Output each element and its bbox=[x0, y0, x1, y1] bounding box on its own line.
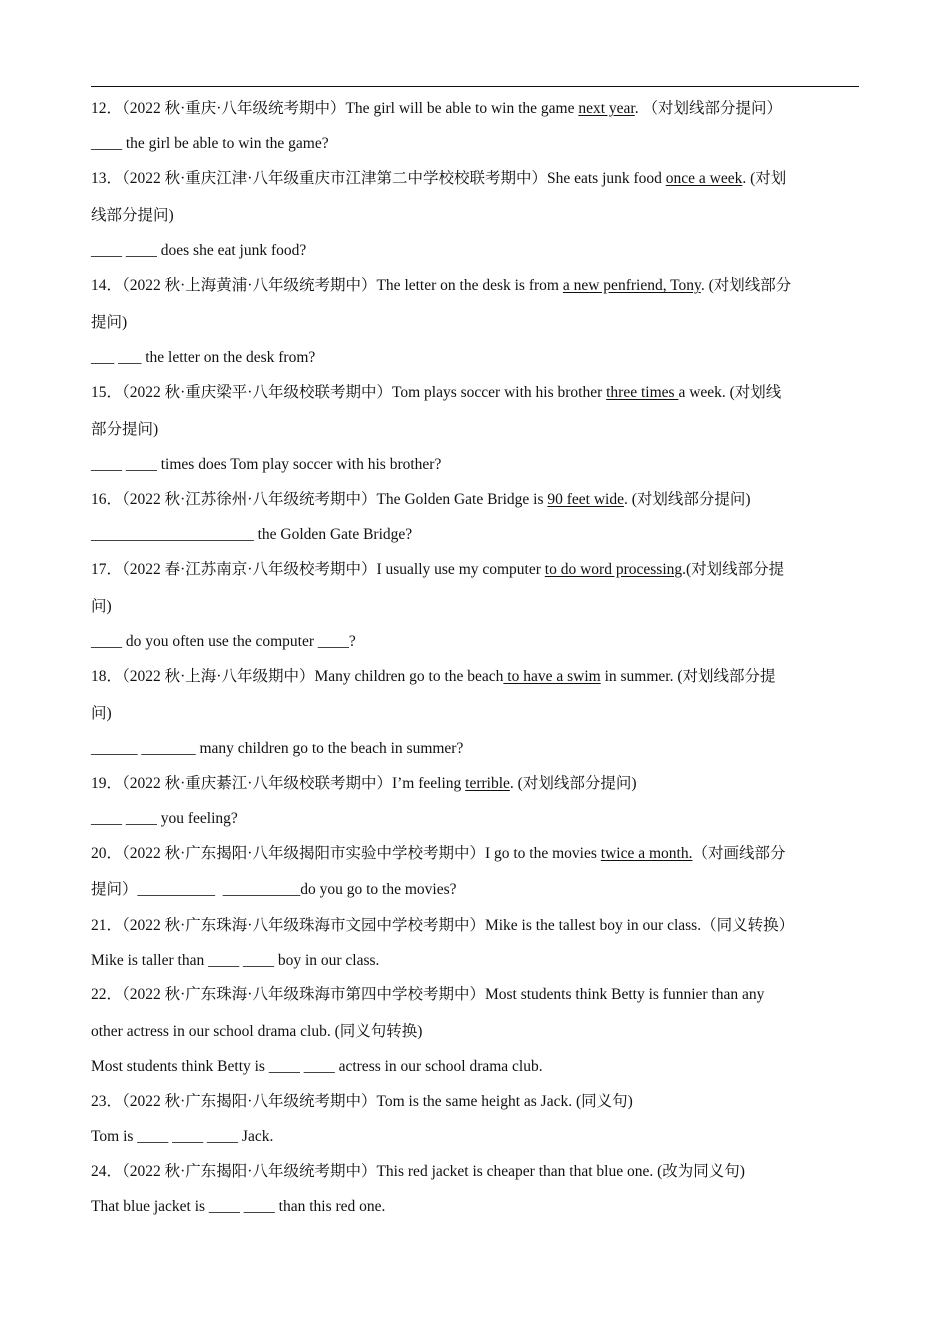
answer-line-23: Tom is ____ ____ ____ Jack. bbox=[91, 1128, 274, 1145]
question-source: （2022 秋·广东珠海·八年级珠海市第四中学校考期中） bbox=[122, 986, 485, 1003]
question-number: 21． bbox=[91, 917, 123, 934]
question-23 bbox=[91, 1092, 861, 1112]
question-number: 22． bbox=[91, 986, 123, 1003]
answer-line-13: ____ ____ does she eat junk food? bbox=[91, 242, 307, 259]
answer-line-16: _____________________ the Golden Gate Bridge? bbox=[91, 526, 413, 543]
question-instruction: . （对划线部分提问） bbox=[634, 100, 782, 117]
question-number: 14． bbox=[91, 277, 123, 294]
underlined-phrase: next year bbox=[578, 100, 635, 117]
question-number: 19． bbox=[91, 775, 123, 792]
question-instruction: a week. (对划线 bbox=[678, 384, 782, 401]
question-15 bbox=[91, 383, 861, 403]
question-20-continuation: 提问）__________ __________do you go to the movies? bbox=[91, 881, 457, 898]
question-text: Many children go to the beach bbox=[314, 668, 504, 685]
answer-line-15: ____ ____ times does Tom play soccer with his brother? bbox=[91, 456, 442, 473]
question-text: I usually use my computer bbox=[376, 561, 545, 578]
question-20 bbox=[91, 844, 861, 864]
question-instruction: . (对划 bbox=[742, 170, 787, 187]
question-14 bbox=[91, 276, 861, 296]
question-15-continuation: 部分提问) bbox=[91, 421, 159, 438]
question-source: （2022 秋·上海·八年级期中） bbox=[122, 668, 315, 685]
question-text: Mike is the tallest boy in our class.（同义转换） bbox=[484, 917, 795, 934]
underlined-phrase: 90 feet wide bbox=[547, 491, 624, 508]
underlined-phrase: to have a swim bbox=[503, 668, 601, 685]
question-19 bbox=[91, 774, 861, 794]
question-text: The Golden Gate Bridge is bbox=[376, 491, 548, 508]
question-instruction: . (对划线部分提问) bbox=[623, 491, 751, 508]
question-text: This red jacket is cheaper than that blue one. (改为同义句) bbox=[376, 1163, 745, 1180]
question-instruction: . (对划线部分 bbox=[700, 277, 792, 294]
question-number: 24． bbox=[91, 1163, 123, 1180]
question-text: She eats junk food bbox=[546, 170, 666, 187]
question-number: 17． bbox=[91, 561, 123, 578]
question-13-continuation: 线部分提问) bbox=[91, 207, 174, 224]
question-14-continuation: 提问) bbox=[91, 314, 128, 331]
question-source: （2022 秋·广东珠海·八年级珠海市文园中学校考期中） bbox=[122, 917, 485, 934]
question-24 bbox=[91, 1162, 861, 1182]
underlined-phrase: to do word processing bbox=[544, 561, 683, 578]
answer-line-17: ____ do you often use the computer ____? bbox=[91, 633, 356, 650]
underlined-phrase: a new penfriend, Tony bbox=[562, 277, 701, 294]
question-text: I’m feeling bbox=[391, 775, 466, 792]
question-text: Most students think Betty is funnier than any bbox=[484, 986, 765, 1003]
question-text: I go to the movies bbox=[484, 845, 601, 862]
question-source: （2022 秋·江苏徐州·八年级统考期中） bbox=[122, 491, 377, 508]
question-source: （2022 秋·重庆綦江·八年级校联考期中） bbox=[122, 775, 392, 792]
question-source: （2022 春·江苏南京·八年级校考期中） bbox=[122, 561, 377, 578]
answer-line-19: ____ ____ you feeling? bbox=[91, 810, 238, 827]
underlined-phrase: once a week bbox=[665, 170, 743, 187]
question-17-continuation: 问) bbox=[91, 598, 112, 615]
question-16 bbox=[91, 490, 861, 510]
question-number: 16． bbox=[91, 491, 123, 508]
question-21 bbox=[91, 916, 861, 936]
question-text: The girl will be able to win the game bbox=[345, 100, 579, 117]
question-source: （2022 秋·上海黄浦·八年级统考期中） bbox=[122, 277, 377, 294]
question-text: Tom is the same height as Jack. (同义句) bbox=[376, 1093, 633, 1110]
question-13 bbox=[91, 169, 861, 189]
question-18-continuation: 问) bbox=[91, 705, 112, 722]
question-number: 12． bbox=[91, 100, 123, 117]
question-12 bbox=[91, 99, 861, 119]
question-source: （2022 秋·重庆江津·八年级重庆市江津第二中学校校联考期中） bbox=[122, 170, 547, 187]
question-number: 13． bbox=[91, 170, 123, 187]
question-number: 15． bbox=[91, 384, 123, 401]
underlined-phrase: three times bbox=[606, 384, 679, 401]
question-18 bbox=[91, 667, 861, 687]
question-source: （2022 秋·广东揭阳·八年级揭阳市实验中学校考期中） bbox=[122, 845, 485, 862]
question-source: （2022 秋·广东揭阳·八年级统考期中） bbox=[122, 1093, 377, 1110]
answer-line-22: Most students think Betty is ____ ____ actress in our school drama club. bbox=[91, 1058, 543, 1075]
question-text: Tom plays soccer with his brother bbox=[391, 384, 607, 401]
underlined-phrase: terrible bbox=[465, 775, 510, 792]
question-instruction: .(对划线部分提 bbox=[682, 561, 785, 578]
question-source: （2022 秋·重庆·八年级统考期中） bbox=[122, 100, 346, 117]
header-rule bbox=[91, 86, 859, 87]
question-number: 23． bbox=[91, 1093, 123, 1110]
answer-line-14: ___ ___ the letter on the desk from? bbox=[91, 349, 316, 366]
question-22 bbox=[91, 985, 861, 1005]
question-text: The letter on the desk is from bbox=[376, 277, 563, 294]
question-number: 20． bbox=[91, 845, 123, 862]
question-number: 18． bbox=[91, 668, 123, 685]
question-instruction: . (对划线部分提问) bbox=[509, 775, 637, 792]
question-22-continuation: other actress in our school drama club. (同义句转换) bbox=[91, 1023, 423, 1040]
answer-line-12: ____ the girl be able to win the game? bbox=[91, 135, 329, 152]
question-instruction: in summer. (对划线部分提 bbox=[600, 668, 776, 685]
answer-line-18: ______ _______ many children go to the beach in summer? bbox=[91, 740, 464, 757]
question-17 bbox=[91, 560, 861, 580]
underlined-phrase: twice a month. bbox=[600, 845, 693, 862]
question-source: （2022 秋·重庆梁平·八年级校联考期中） bbox=[122, 384, 392, 401]
question-instruction: （对画线部分 bbox=[692, 845, 786, 862]
answer-line-21: Mike is taller than ____ ____ boy in our class. bbox=[91, 952, 380, 969]
answer-line-24: That blue jacket is ____ ____ than this red one. bbox=[91, 1198, 386, 1215]
question-source: （2022 秋·广东揭阳·八年级统考期中） bbox=[122, 1163, 377, 1180]
